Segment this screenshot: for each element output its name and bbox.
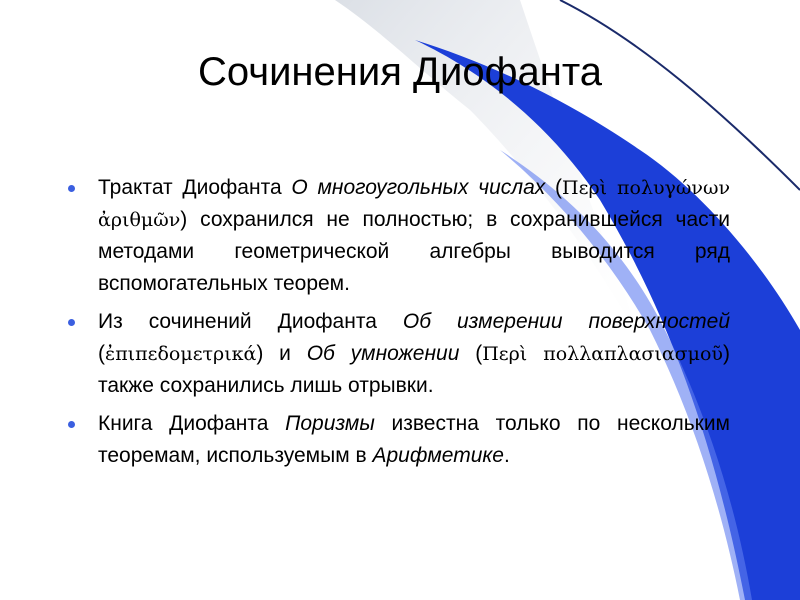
bullet-text: известна только по нескольким теоремам, используемым в <box>98 412 730 467</box>
work-title: Арифметике <box>372 444 504 467</box>
work-title: Об измерении поверхностей <box>402 310 730 333</box>
bullet-item <box>64 408 730 472</box>
greek-title: Περὶ πολυγώνων ἀριθμῶν <box>98 177 730 231</box>
bullet-text: ( <box>459 342 483 365</box>
bullet-dot-icon <box>68 319 75 326</box>
bullet-text: Трактат Диофанта <box>98 176 292 199</box>
greek-title: Περὶ πολλαπλασιασμοῦ <box>482 343 723 365</box>
bullet-dot-icon <box>68 421 75 428</box>
bullet-list <box>64 172 730 478</box>
slide-title: Сочинения Диофанта <box>197 50 603 94</box>
work-title: Об умножении <box>306 342 460 365</box>
bullet-text: ) также сохранились лишь отрывки. <box>98 342 730 397</box>
bullet-item <box>64 172 730 300</box>
bullet-item <box>64 306 730 402</box>
bullet-text: ) и <box>256 342 307 365</box>
work-title: О многоугольных числах <box>291 176 546 199</box>
greek-title: ἐπιπεδομετρικά <box>105 343 257 365</box>
bullet-text: ( <box>98 342 105 365</box>
bullet-text: ( <box>545 176 563 199</box>
bullet-text: Книга Диофанта <box>98 412 286 435</box>
bullet-text: . <box>504 444 510 467</box>
bullet-dot-icon <box>68 185 75 192</box>
bullet-text: ) сохранился не полностью; в сохранившейся части методами геометрической алгебры выводится ряд вспомогательных теорем. <box>98 208 730 295</box>
bullet-text: Из сочинений Диофанта <box>98 310 403 333</box>
work-title: Поризмы <box>285 412 375 435</box>
